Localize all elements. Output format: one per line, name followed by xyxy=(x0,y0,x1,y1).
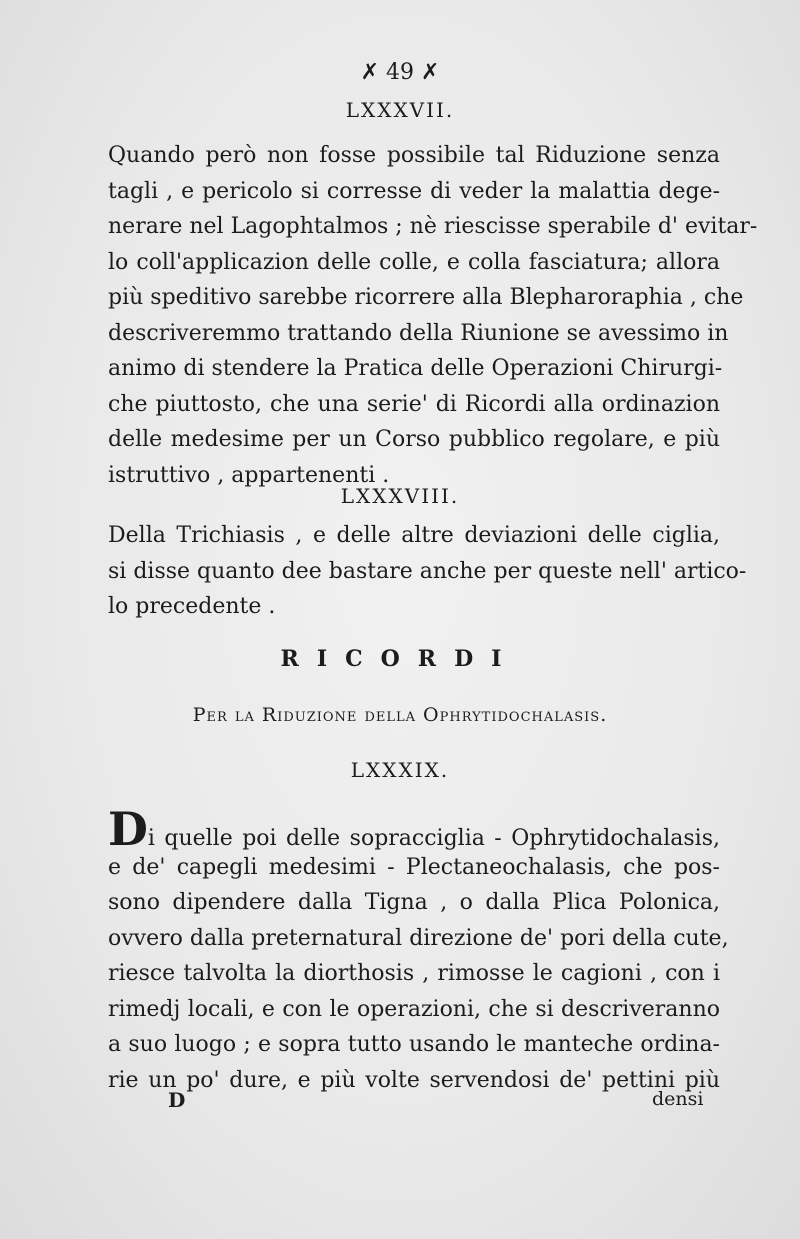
text-line: lo precedente . xyxy=(108,594,276,619)
text-line: delle medesime per un Corso pubblico regolare, e più xyxy=(108,427,720,452)
text-line: riesce talvolta la diorthosis , rimosse le cagioni , con i xyxy=(108,961,720,986)
signature-mark: D xyxy=(168,1088,186,1112)
text-line: si disse quanto dee bastare anche per queste nell' artico- xyxy=(108,558,747,584)
text-line: lo coll'applicazion delle colle, e colla fasciatura; allora xyxy=(108,249,720,275)
paragraph-89 xyxy=(108,802,729,1098)
first-line-rest: i quelle poi delle sopracciglia - Ophrytidochalasis, xyxy=(147,826,720,851)
section-number: LXXXVII. xyxy=(345,98,455,122)
text-line: ovvero dalla preternatural direzione de' pori della cute, xyxy=(108,925,729,951)
ricordi-subheading: Per la Riduzione della Ophrytidochalasis. xyxy=(192,704,608,726)
text-line: animo di stendere la Pratica delle Operazioni Chirurgi- xyxy=(108,356,723,381)
ricordi-heading: RICORDI xyxy=(280,646,520,672)
text-line: descriveremmo trattando della Riunione se avessimo in xyxy=(108,320,729,346)
paragraph-88 xyxy=(108,518,747,625)
text-line xyxy=(108,802,720,856)
drop-cap: D xyxy=(108,802,148,856)
text-line: nerare nel Lagophtalmos ; nè riescisse sperabile d' evitar- xyxy=(108,214,758,239)
text-line: rie un po' dure, e più volte servendosi de' pettini più xyxy=(108,1067,720,1093)
text-line: a suo luogo ; e sopra tutto usando le manteche ordina- xyxy=(108,1032,720,1057)
section-number: LXXXVIII. xyxy=(340,484,460,508)
text-line: sono dipendere dalla Tigna , o dalla Plica Polonica, xyxy=(108,890,720,915)
text-line: rimedj locali, e con le operazioni, che si descriveranno xyxy=(108,996,720,1022)
paragraph-87 xyxy=(108,138,758,493)
text-line: più speditivo sarebbe ricorrere alla Blepharoraphia , che xyxy=(108,285,744,310)
section-number: LXXXIX. xyxy=(350,758,450,782)
catchword: densi xyxy=(652,1088,704,1110)
text-line: e de' capegli medesimi - Plectaneochalasis, che pos- xyxy=(108,854,720,880)
text-line: tagli , e pericolo si corresse di veder la malattia dege- xyxy=(108,178,720,204)
text-line: Della Trichiasis , e delle altre deviazioni delle ciglia, xyxy=(108,523,720,548)
text-line: istruttivo , appartenenti . xyxy=(108,462,390,488)
text-line: Quando però non fosse possibile tal Riduzione senza xyxy=(108,143,720,168)
page-header: ✗ 49 ✗ xyxy=(360,60,440,85)
text-line: che piuttosto, che una serie' di Ricordi alla ordinazion xyxy=(108,391,720,417)
